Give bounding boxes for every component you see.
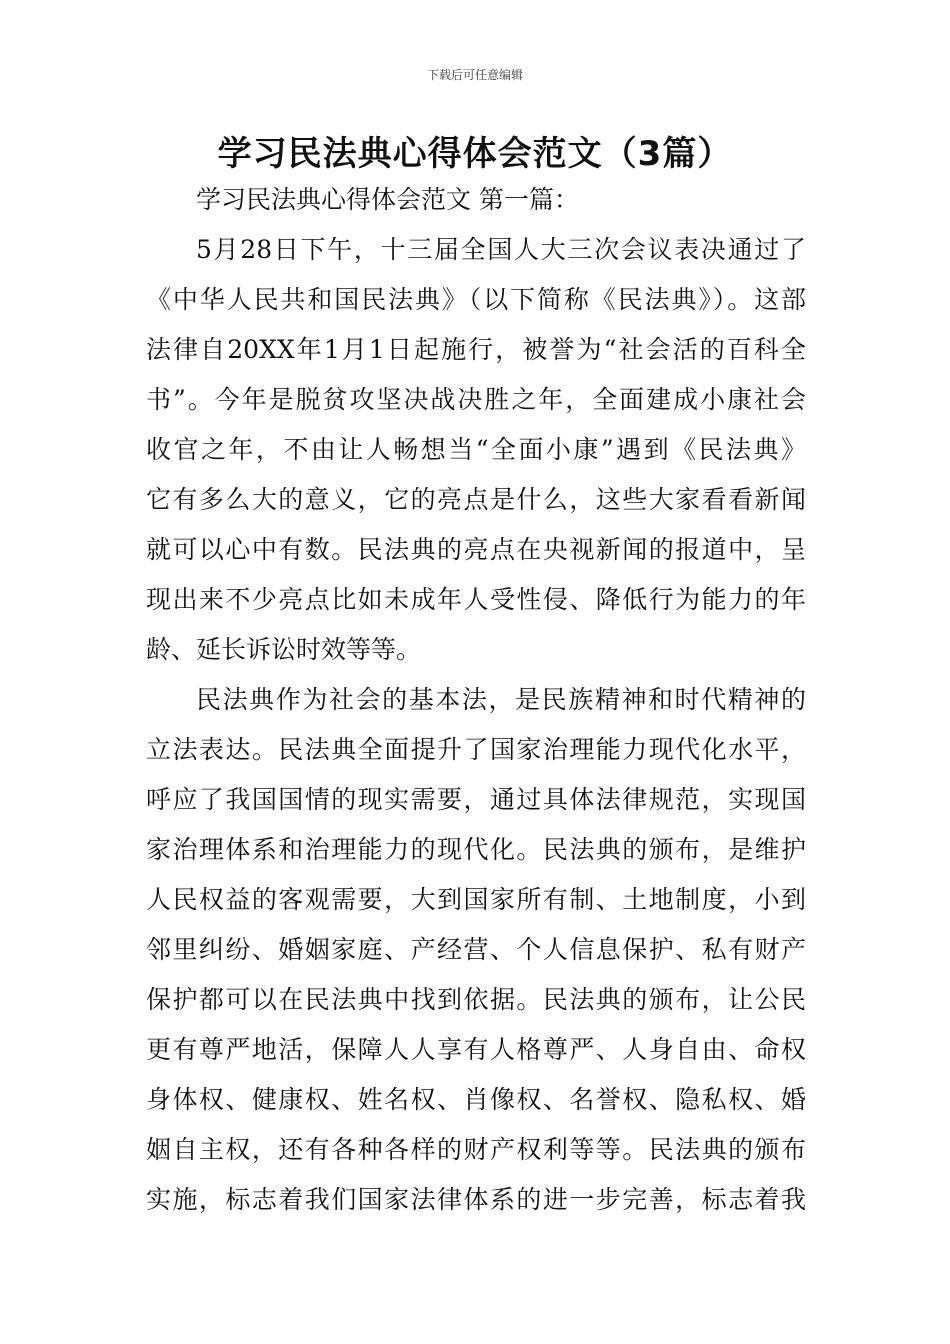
paragraph-line: 法律自20XX年1月1日起施行，被誉为“社会活的百科全 — [146, 335, 806, 364]
paragraph-line: 《中华人民共和国民法典》（以下简称《民法典》）。这部 — [146, 285, 806, 314]
document-title: 学习民法典心得体会范文（3篇） — [217, 134, 733, 174]
paragraph-line: 人民权益的客观需要，大到国家所有制、土地制度，小到 — [146, 885, 806, 914]
paragraph-line: 身体权、健康权、姓名权、肖像权、名誉权、隐私权、婚 — [146, 1085, 806, 1114]
paragraph-line: 它有多么大的意义，它的亮点是什么，这些大家看看新闻 — [146, 485, 806, 514]
paragraph-line: 龄、延长诉讼时效等等。 — [146, 635, 422, 664]
header-note: 下载后可任意编辑 — [426, 68, 523, 82]
section-subheading: 学习民法典心得体会范文 第一篇： — [196, 185, 579, 214]
paragraph-line: 实施，标志着我们国家法律体系的进一步完善，标志着我 — [146, 1185, 806, 1214]
paragraph-line: 家治理体系和治理能力的现代化。民法典的颁布，是维护 — [146, 835, 806, 864]
paragraph-line: 立法表达。民法典全面提升了国家治理能力现代化水平， — [146, 735, 806, 764]
paragraph-line: 现出来不少亮点比如未成年人受性侵、降低行为能力的年 — [146, 585, 806, 614]
paragraph-line: 书”。今年是脱贫攻坚决战决胜之年，全面建成小康社会 — [146, 385, 806, 414]
paragraph-line: 邻里纠纷、婚姻家庭、产经营、个人信息保护、私有财产 — [146, 935, 806, 964]
paragraph-line: 民法典作为社会的基本法，是民族精神和时代精神的 — [196, 685, 806, 714]
paragraph-line: 呼应了我国国情的现实需要，通过具体法律规范，实现国 — [146, 785, 806, 814]
paragraph-line: 收官之年，不由让人畅想当“全面小康”遇到《民法典》 — [146, 435, 806, 464]
paragraph-line: 5月28日下午，十三届全国人大三次会议表决通过了 — [196, 235, 806, 264]
paragraph-line: 就可以心中有数。民法典的亮点在央视新闻的报道中，呈 — [146, 535, 806, 564]
paragraph-line: 更有尊严地活，保障人人享有人格尊严、人身自由、命权 — [146, 1035, 806, 1064]
paragraph-line: 保护都可以在民法典中找到依据。民法典的颁布，让公民 — [146, 985, 806, 1014]
paragraph-line: 姻自主权，还有各种各样的财产权利等等。民法典的颁布 — [146, 1135, 806, 1164]
